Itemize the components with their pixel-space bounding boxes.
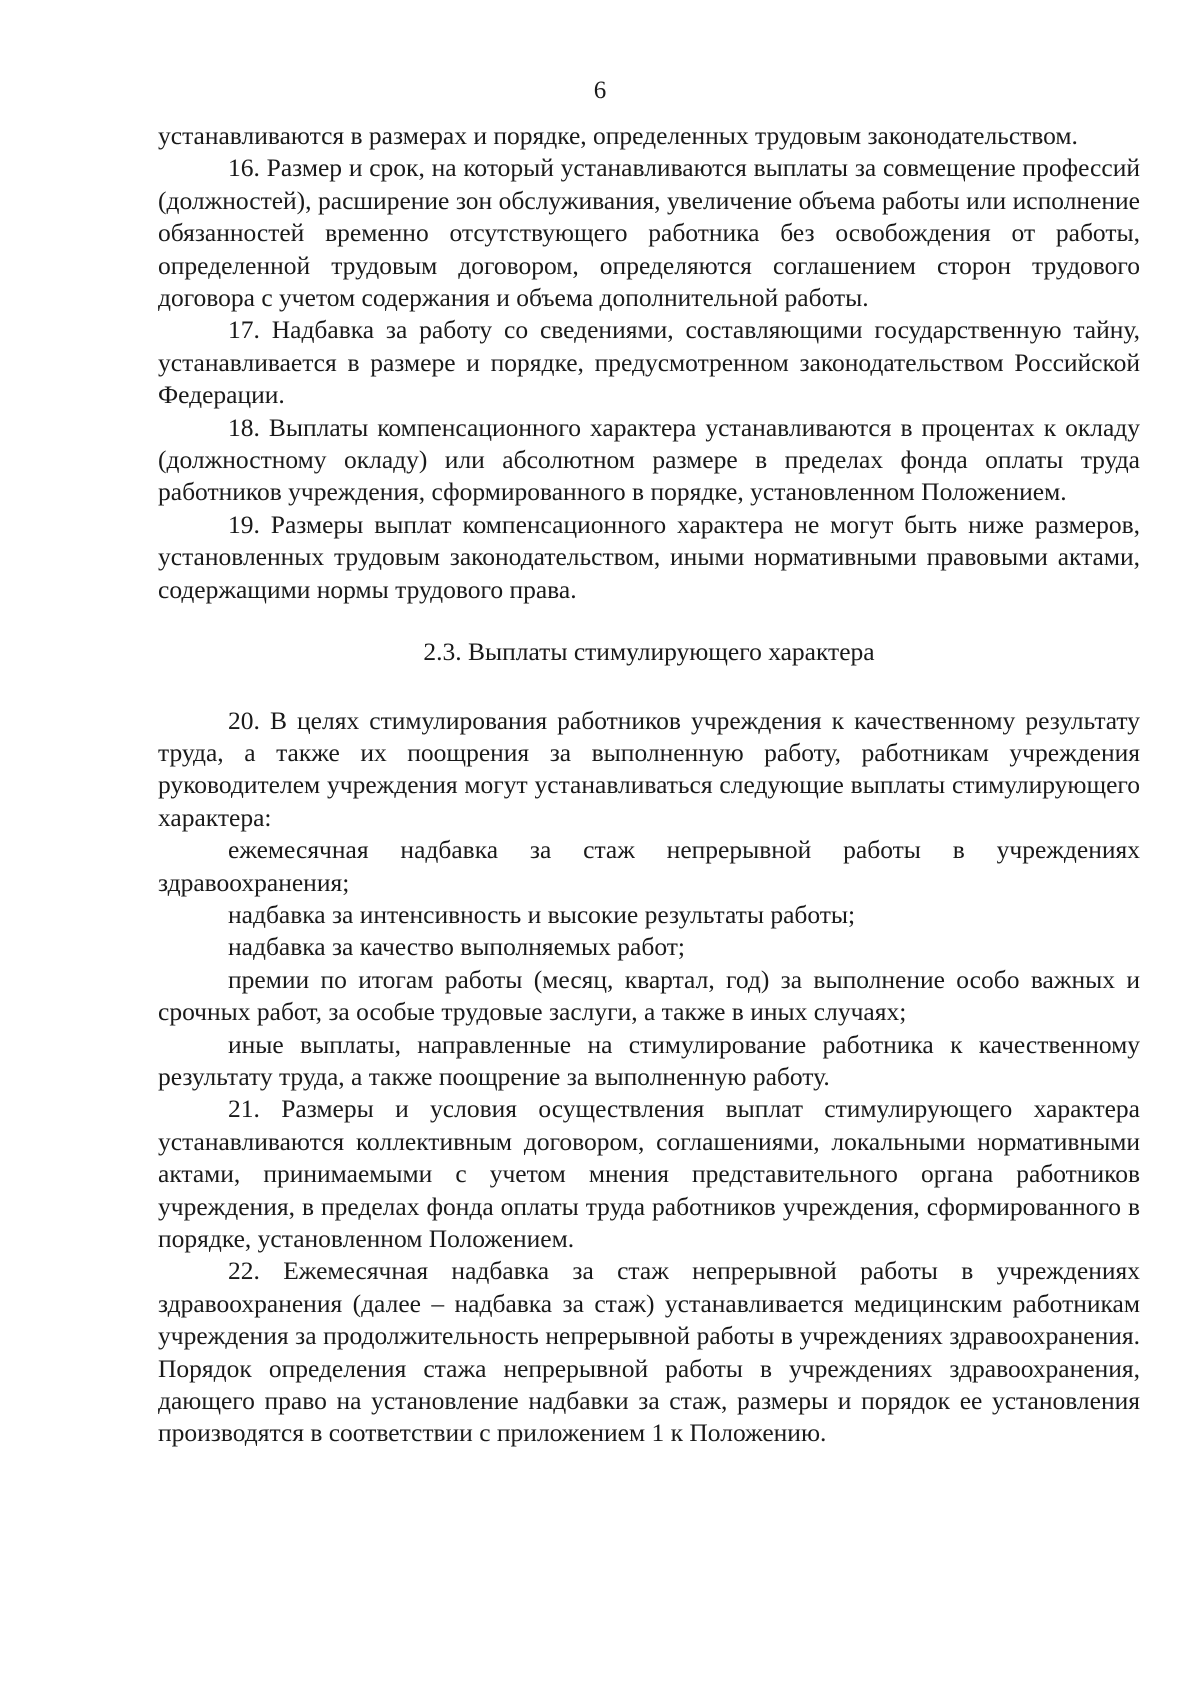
paragraph-22: 22. Ежемесячная надбавка за стаж непрерывной работы в учреждениях здравоохранения (далее – надбавка за стаж) устанавливается медицинским работникам учреждения за продолжительность непрерывной работы в учреждениях здравоохранения. Порядок определения стажа непрерывной работы в учреждениях здравоохранения, дающего право на установление надбавки за стаж, размеры и порядок ее установления производятся в соответствии с приложением 1 к Положению. [158, 1256, 1140, 1448]
paragraph-17: 17. Надбавка за работу со сведениями, составляющими государственную тайну, устанавливается в размере и порядке, предусмотренном законодательством Российской Федерации. [158, 315, 1140, 410]
list-item-quality-bonus: надбавка за качество выполняемых работ; [228, 932, 685, 962]
section-heading: 2.3. Выплаты стимулирующего характера [423, 637, 875, 667]
paragraph-19: 19. Размеры выплат компенсационного характера не могут быть ниже размеров, установленных трудовым законодательством, иными нормативными правовыми актами, содержащими нормы трудового права. [158, 509, 1140, 604]
list-item-other-payments: иные выплаты, направленные на стимулирование работника к качественному результату труда, а также поощрение за выполненную работу. [158, 1029, 1140, 1091]
paragraph-18: 18. Выплаты компенсационного характера устанавливаются в процентах к окладу (должностному окладу) или абсолютном размере в пределах фонда оплаты труда работников учреждения, сформированного в порядке, установленном Положением. [158, 412, 1140, 507]
list-item-premiums: премии по итогам работы (месяц, квартал, год) за выполнение особо важных и срочных работ, за особые трудовые заслуги, а также в иных случаях; [158, 964, 1140, 1027]
paragraph-21: 21. Размеры и условия осуществления выплат стимулирующего характера устанавливаются коллективным договором, соглашениями, локальными нормативными актами, принимаемыми с учетом мнения представительного органа работников учреждения, в пределах фонда оплаты труда работников учреждения, сформированного в порядке, установленном Положением. [158, 1094, 1140, 1253]
list-item-intensity-bonus: надбавка за интенсивность и высокие результаты работы; [228, 899, 856, 929]
paragraph-continuation: устанавливаются в размерах и порядке, определенных трудовым законодательством. [158, 121, 1078, 150]
document-body [158, 120, 1140, 1450]
page-number: 6 [593, 77, 607, 104]
paragraph-20: 20. В целях стимулирования работников учреждения к качественному результату труда, а также их поощрения за выполненную работу, работникам учреждения руководителем учреждения могут устанавливаться следующие выплаты стимулирующего характера: [158, 705, 1140, 832]
paragraph-16: 16. Размер и срок, на который устанавливаются выплаты за совмещение профессий (должностей), расширение зон обслуживания, увеличение объема работы или исполнение обязанностей временно отсутствующего работника без освобождения от работы, определенной трудовым договором, определяются соглашением сторон трудового договора с учетом содержания и объема дополнительной работы. [158, 153, 1140, 313]
list-item-seniority-bonus: ежемесячная надбавка за стаж непрерывной работы в учреждениях здравоохранения; [158, 835, 1140, 897]
